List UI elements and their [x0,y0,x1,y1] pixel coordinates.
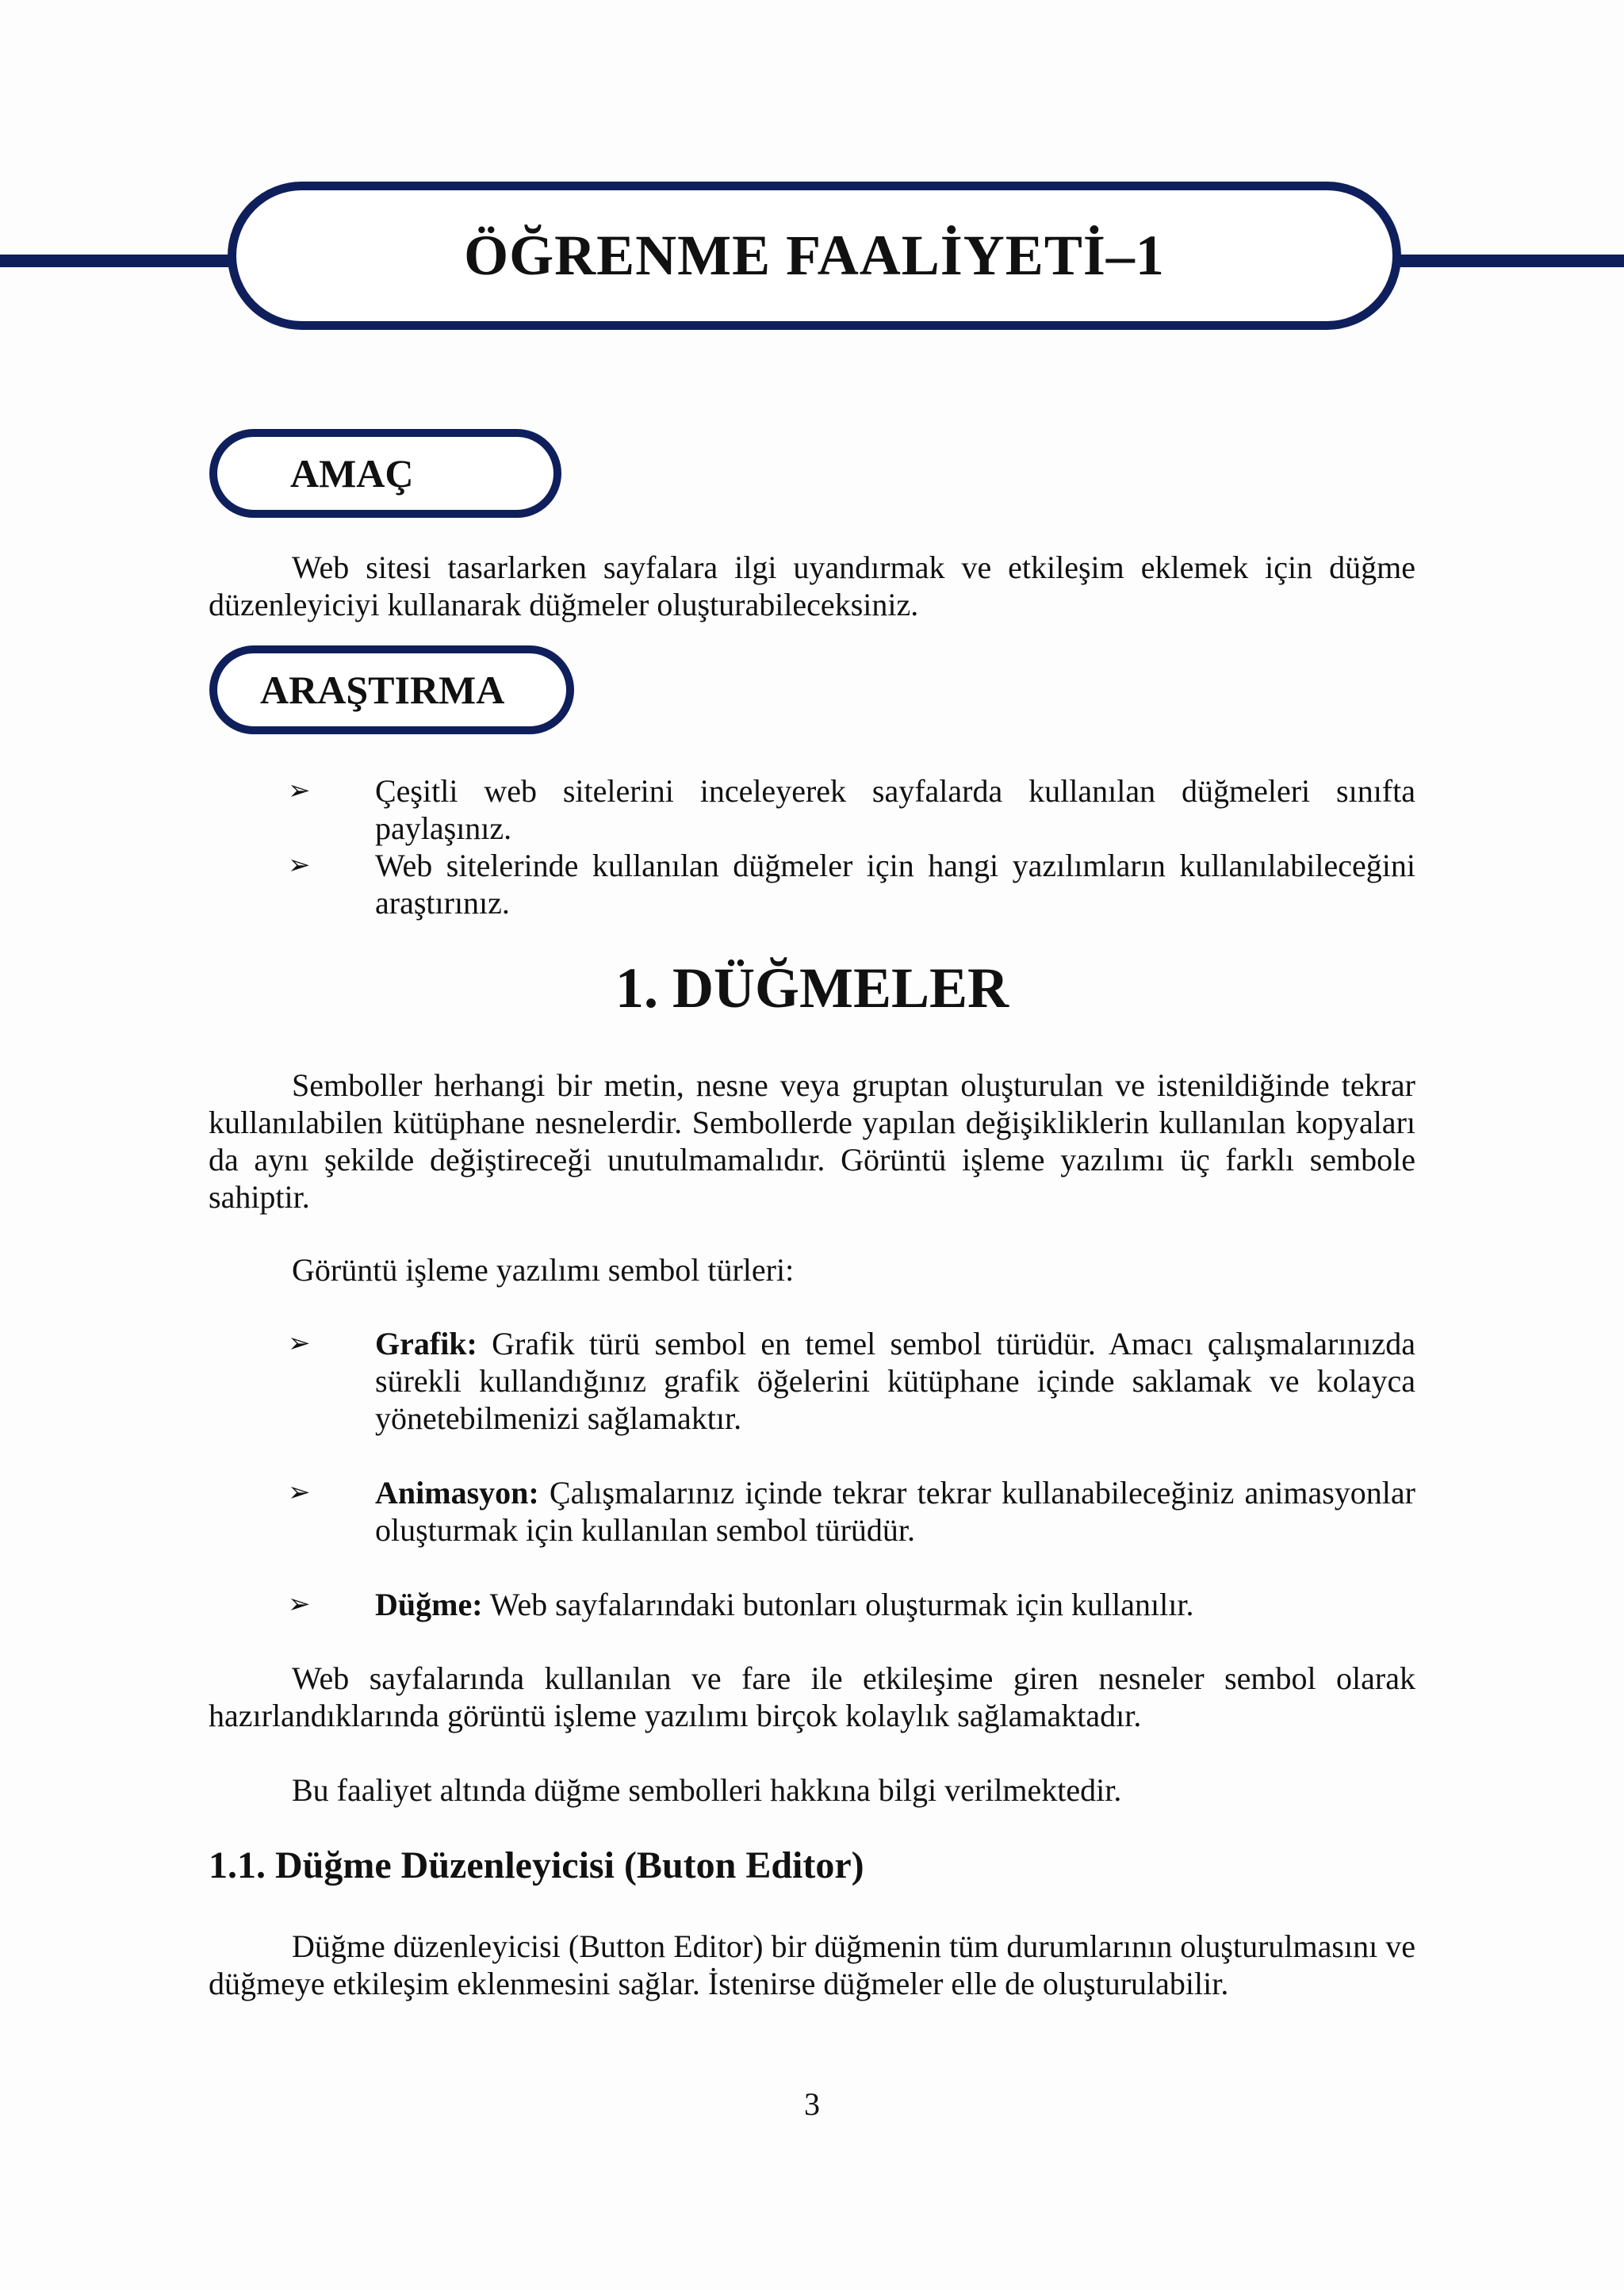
term-description: Web sayfalarındaki butonları oluşturmak için kullanılır. [482,1587,1194,1622]
amac-paragraph: Web sitesi tasarlarken sayfalara ilgi uyandırmak ve etkileşim eklemek için düğme düzenleyiciyi kullanarak düğmeler oluşturabileceksiniz. [209,550,1415,622]
list-item [288,847,1415,921]
list-item [288,1586,1415,1623]
arrow-bullet-icon: ➢ [288,1327,311,1359]
banner-line-left [0,255,238,267]
list-item [288,772,1415,847]
arrow-bullet-icon: ➢ [288,849,311,881]
arrow-bullet-icon: ➢ [288,1476,311,1508]
list-item-text: Çeşitli web sitelerini inceleyerek sayfalarda kullanılan düğmeleri sınıfta paylaşınız. [375,773,1415,846]
types-intro: Görüntü işleme yazılımı sembol türleri: [292,1252,795,1288]
faaliyet-paragraph: Bu faaliyet altında düğme sembolleri hakkına bilgi verilmektedir. [292,1772,1122,1808]
list-item-text: Web sitelerinde kullanılan düğmeler için hangi yazılımların kullanılabileceğini araştırınız. [375,848,1415,921]
term-description: Çalışmalarınız içinde tekrar tekrar kullanabileceğiniz animasyonlar oluşturmak için kullanılan sembol türüdür. [375,1475,1415,1548]
banner-line-right [1392,255,1624,267]
subsection-heading: 1.1. Düğme Düzenleyicisi (Buton Editor) [209,1844,864,1886]
intro-paragraph: Semboller herhangi bir metin, nesne veya gruptan oluşturulan ve istenildiğinde tekrar kullanılabilen kütüphane nesnelerdir. Sembollerde yapılan değişikliklerin kullanılan kopyaları da aynı şekilde değiştireceği unutulmamalıdır. Görüntü işleme yazılımı üç farklı sembole sahiptir. [209,1067,1415,1215]
amac-label: AMAÇ [290,451,414,496]
term-description: Grafik türü sembol en temel sembol türüdür. Amacı çalışmalarınızda sürekli kullandığınız grafik öğelerini kütüphane içinde saklamak ve kolayca yönetebilmenizi sağlamaktır. [375,1326,1415,1436]
page-number: 3 [804,2086,820,2122]
arrow-bullet-icon: ➢ [288,775,311,806]
term-label: Animasyon: [375,1475,539,1511]
arastirma-label: ARAŞTIRMA [260,668,505,712]
arastirma-label-box [209,645,574,734]
list-item [288,1474,1415,1549]
arrow-bullet-icon: ➢ [288,1588,311,1620]
term-label: Düğme: [375,1587,483,1622]
button-editor-paragraph: Düğme düzenleyicisi (Button Editor) bir düğmenin tüm durumlarının oluşturulmasını ve düğmeye etkileşim eklenmesini sağlar. İstenirse düğmeler elle de oluşturulabilir. [209,1928,1415,2001]
web-paragraph: Web sayfalarında kullanılan ve fare ile etkileşime giren nesneler sembol olarak hazırlandıklarında görüntü işleme yazılımı birçok kolaylık sağlamaktadır. [209,1660,1415,1733]
term-label: Grafik: [375,1326,477,1361]
amac-label-box [209,429,561,518]
page-title: ÖĞRENME FAALİYETİ–1 [464,224,1165,287]
banner-frame [228,182,1401,330]
section-heading: 1. DÜĞMELER [615,956,1009,1020]
list-item [288,1325,1415,1437]
